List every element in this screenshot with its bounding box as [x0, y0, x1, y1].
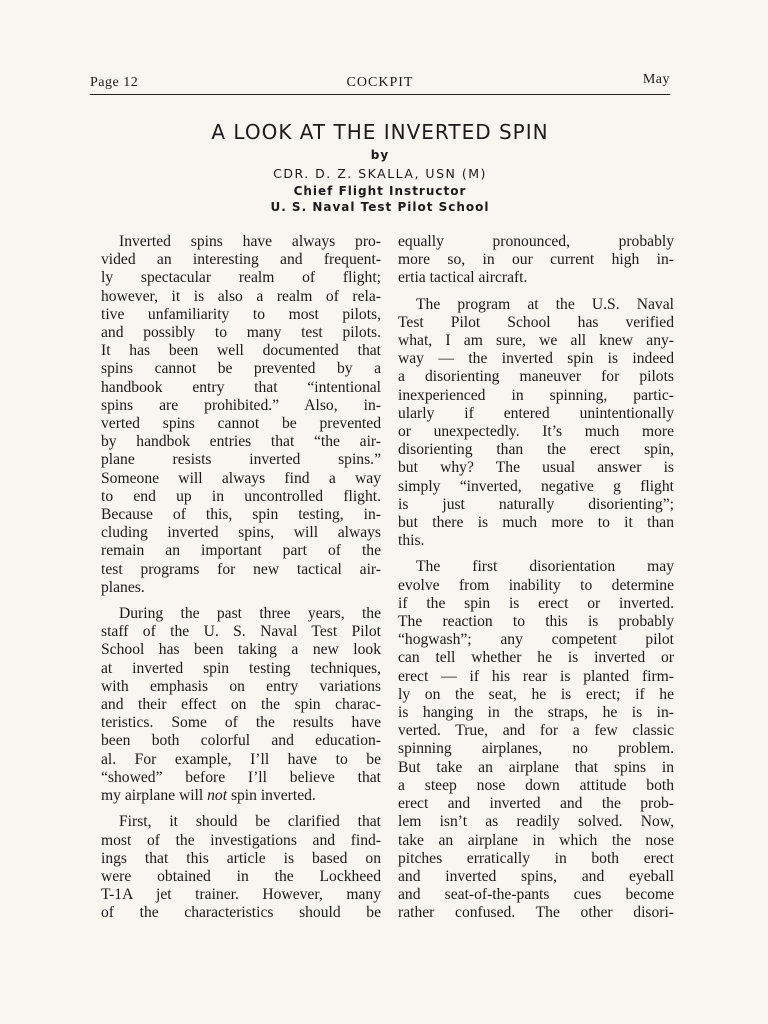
text-line: ly spectacular realm of flight;: [101, 269, 381, 287]
text-line: can tell whether he is inverted or: [398, 649, 674, 667]
author-name: CDR. D. Z. SKALLA, USN (M): [273, 166, 487, 181]
text-line: and their effect on the spin charac-: [101, 696, 381, 714]
text-line: The program at the U.S. Naval: [416, 295, 674, 313]
paragraph: [101, 813, 381, 922]
text-line: is just naturally disorienting”;: [398, 495, 674, 513]
text-line: cluding inverted spins, will always: [101, 524, 381, 542]
text-line: Inverted spins have always pro-: [119, 233, 381, 250]
byline-by: by: [370, 148, 390, 162]
author-affiliation: U. S. Naval Test Pilot School: [270, 200, 490, 214]
text-line: verted spins cannot be prevented: [101, 415, 381, 433]
text-line: School has been taking a new look: [101, 641, 381, 659]
text-line: a steep nose down attitude both: [398, 776, 674, 794]
text-line: test programs for new tactical air-: [101, 560, 381, 578]
page-number: Page 12: [90, 75, 139, 90]
text-line: verted. True, and for a few classic: [398, 722, 674, 740]
text-line: way — the inverted spin is indeed: [398, 350, 674, 368]
text-line: what, I am sure, we all knew any-: [398, 332, 674, 350]
text-column-left: [101, 233, 381, 931]
text-line: of the characteristics should be: [101, 904, 381, 922]
text-line: disorienting than the erect spin,: [398, 441, 674, 459]
paragraph: [101, 605, 381, 805]
text-line: erect — if his rear is planted firm-: [398, 667, 674, 685]
paragraph-last-line: my airplane will not spin inverted.: [101, 787, 316, 805]
text-line: spins are prohibited.” Also, in-: [101, 396, 381, 414]
article-title: A LOOK AT THE INVERTED SPIN: [211, 120, 549, 144]
text-line: Test Pilot School has verified: [398, 313, 674, 331]
text-line: by handbok entries that “the air-: [101, 433, 381, 451]
issue-month: May: [642, 72, 670, 87]
text-line: at inverted spin testing techniques,: [101, 659, 381, 677]
text-line: The reaction to this is probably: [398, 613, 674, 631]
text-line: “showed” before I’ll believe that: [101, 768, 381, 786]
text-line: were obtained in the Lockheed: [101, 867, 381, 885]
text-line: take an airplane in which the nose: [398, 831, 674, 849]
text-line: spins cannot be prevented by a: [101, 360, 381, 378]
text-line: a disorienting maneuver for pilots: [398, 368, 674, 386]
text-line: been both colorful and education-: [101, 732, 381, 750]
text-line: planes.: [101, 578, 145, 596]
text-line: handbook entry that “intentional: [101, 378, 381, 396]
text-line: is hanging in the straps, he is in-: [398, 704, 674, 722]
text-line: al. For example, I’ll have to be: [101, 750, 381, 768]
text-line: “hogwash”; any competent pilot: [398, 631, 674, 649]
text-line: erect and inverted and the prob-: [398, 795, 674, 813]
text-line: T-1A jet trainer. However, many: [101, 886, 381, 904]
text-line: ularly if entered unintentionally: [398, 404, 674, 422]
text-line: but there is much more to it than: [398, 514, 674, 532]
text-line: First, it should be clarified that: [119, 813, 381, 831]
text-line: if the spin is erect or inverted.: [398, 594, 674, 612]
text-line: most of the investigations and find-: [101, 831, 381, 849]
publication-name: COCKPIT: [346, 75, 414, 90]
text-line: But take an airplane that spins in: [398, 758, 674, 776]
text-line: however, it is also a realm of rela-: [101, 287, 381, 305]
text-line: more so, in our current high in-: [398, 251, 674, 269]
text-line: tive unfamiliarity to most pilots,: [101, 305, 381, 323]
text-line: remain an important part of the: [101, 542, 381, 560]
text-line: and possibly to many test pilots.: [101, 324, 381, 342]
text-line: vided an interesting and frequent-: [101, 251, 381, 269]
text-line: pitches erratically in both erect: [398, 849, 674, 867]
paragraph-continued: [398, 233, 674, 288]
text-line: or unexpectedly. It’s much more: [398, 423, 674, 441]
paragraph: [398, 558, 674, 922]
emphasis: not: [207, 787, 228, 805]
text-line: During the past three years, the: [119, 605, 381, 623]
text-line: ertia tactical aircraft.: [398, 269, 528, 287]
text-line: ings that this article is based on: [101, 849, 381, 867]
text-line: plane resists inverted spins.”: [101, 451, 381, 469]
text-line: It has been well documented that: [101, 342, 381, 360]
paragraph: [398, 296, 674, 551]
text-line: evolve from inability to determine: [398, 576, 674, 594]
author-title: Chief Flight Instructor: [293, 184, 467, 198]
text-line: with emphasis on entry variations: [101, 677, 381, 695]
text-line: Because of this, spin testing, in-: [101, 506, 381, 524]
text-line: spinning airplanes, no problem.: [398, 740, 674, 758]
running-header: [90, 70, 670, 95]
text-line: and inverted spins, and eyeball: [398, 867, 674, 885]
text-line: lem isn’t as readily solved. Now,: [398, 813, 674, 831]
text-line: rather confused. The other disori-: [398, 904, 674, 922]
text-line: this.: [398, 532, 425, 550]
text-line: staff of the U. S. Naval Test Pilot: [101, 623, 381, 641]
text-line: teristics. Some of the results have: [101, 714, 381, 732]
text-line: to end up in uncontrolled flight.: [101, 487, 381, 505]
text-line: but why? The usual answer is: [398, 459, 674, 477]
text-column-right: [398, 233, 674, 931]
text-line: inexperienced in spinning, partic-: [398, 386, 674, 404]
text-line: ly on the seat, he is erect; if he: [398, 685, 674, 703]
text-line: Someone will always find a way: [101, 469, 381, 487]
text-line: The first disorientation may: [416, 558, 674, 576]
text-line: simply “inverted, negative g flight: [398, 477, 674, 495]
text-line: equally pronounced, probably: [398, 233, 674, 250]
text-line: and seat-of-the-pants cues become: [398, 886, 674, 904]
paragraph: [101, 233, 381, 597]
